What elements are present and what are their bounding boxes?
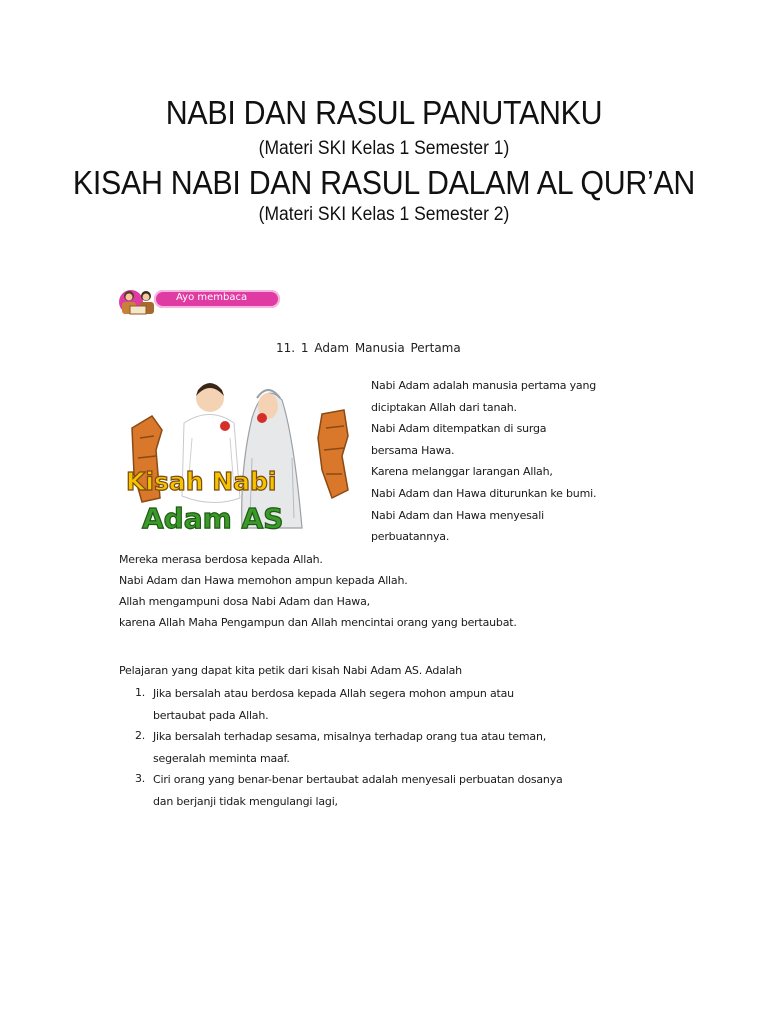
wooden-figure-right-icon — [318, 410, 348, 498]
list-item-line: Jika bersalah terhadap sesama, misalnya terhadap orang tua atau teman, — [153, 730, 547, 743]
story-text-full-width — [119, 552, 639, 636]
list-item-line: dan berjanji tidak mengulangi lagi, — [153, 794, 338, 808]
document-title-secondary: KISAH NABI DAN RASUL DALAM AL QUR’AN — [72, 164, 696, 201]
lessons-intro: Pelajaran yang dapat kita petik dari kisah Nabi Adam AS. Adalah — [119, 664, 462, 677]
story-line: karena Allah Maha Pengampun dan Allah mencintai orang yang bertaubat. — [119, 616, 517, 629]
list-item — [119, 729, 639, 772]
document-title: NABI DAN RASUL PANUTANKU — [165, 94, 603, 131]
story-line: Nabi Adam dan Hawa diturunkan ke bumi. — [371, 486, 597, 500]
list-item-line: Ciri orang yang benar-benar bertaubat adalah menyesali perbuatan dosanya — [153, 773, 563, 786]
ayo-membaca-badge — [116, 282, 286, 322]
list-item-number: 2. — [135, 729, 146, 742]
illustration-title-line2: Adam AS — [142, 502, 284, 535]
list-item-line: Jika bersalah atau berdosa kepada Allah segera mohon ampun atau — [153, 687, 514, 700]
story-line: Nabi Adam adalah manusia pertama yang — [371, 379, 597, 392]
story-line: Allah mengampuni dosa Nabi Adam dan Hawa, — [119, 595, 370, 608]
document-subtitle: (Materi SKI Kelas 1 Semester 1) — [258, 138, 510, 159]
list-item — [119, 772, 639, 815]
story-line: Nabi Adam ditempatkan di surga — [371, 422, 547, 436]
list-item — [119, 686, 639, 729]
story-line: Karena melanggar larangan Allah, — [371, 465, 553, 479]
badge-label: Ayo membaca — [176, 292, 248, 303]
reading-kids-icon — [116, 282, 164, 322]
story-line: perbuatannya. — [371, 530, 450, 544]
list-item-number: 1. — [135, 686, 146, 699]
illustration-title-line1: Kisah Nabi — [126, 467, 277, 496]
document-subtitle-secondary: (Materi SKI Kelas 1 Semester 2) — [258, 204, 510, 225]
lessons-list — [119, 686, 639, 815]
list-item-line: bertaubat pada Allah. — [153, 708, 269, 722]
kisah-nabi-adam-illustration — [122, 378, 358, 546]
story-line: bersama Hawa. — [371, 443, 455, 457]
story-line: Nabi Adam dan Hawa menyesali — [371, 508, 544, 522]
section-heading: 11. 1 Adam Manusia Pertama — [276, 341, 461, 355]
list-item-number: 3. — [135, 772, 146, 785]
story-line: Nabi Adam dan Hawa memohon ampun kepada Allah. — [119, 574, 408, 587]
story-text-right-column — [371, 378, 631, 551]
story-line: diciptakan Allah dari tanah. — [371, 400, 517, 414]
list-item-line: segeralah meminta maaf. — [153, 751, 290, 765]
story-line: Mereka merasa berdosa kepada Allah. — [119, 553, 323, 566]
